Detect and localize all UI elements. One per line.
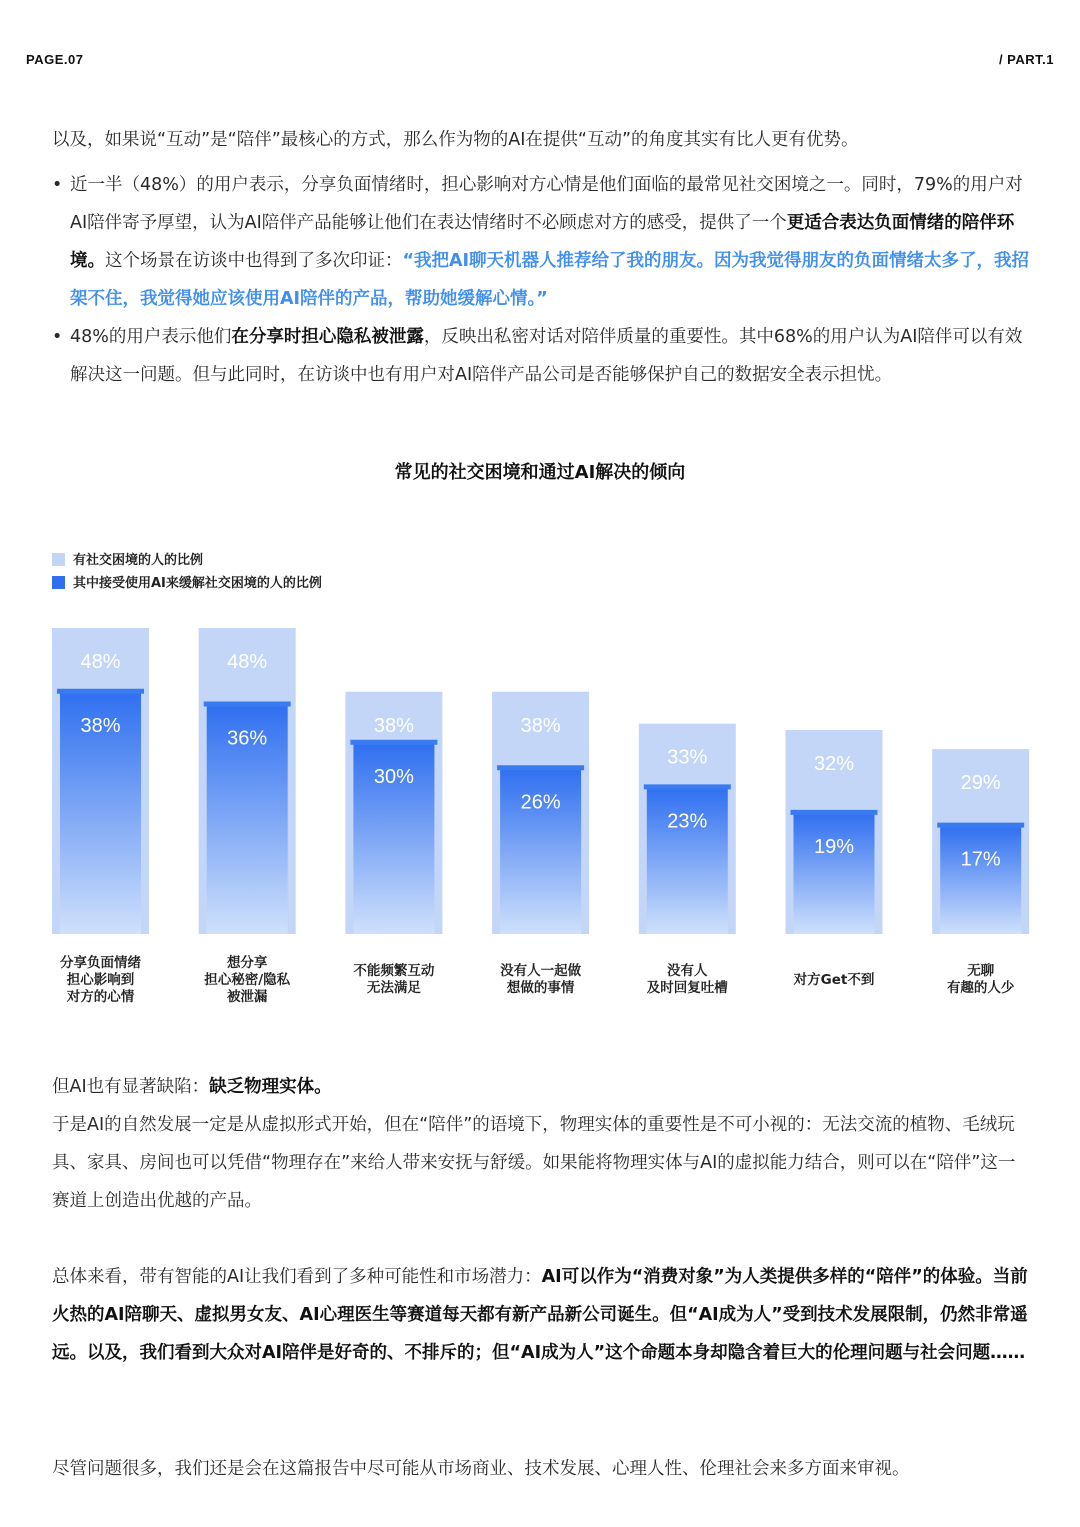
- bar-cap: [644, 784, 731, 789]
- data-label-outer: 29%: [960, 772, 1001, 795]
- data-label-outer: 48%: [227, 651, 268, 673]
- bullet-bold-text: 在分享时担心隐私被泄露: [231, 327, 424, 347]
- bar-inner: [794, 813, 875, 934]
- category-label: 没有人一起做 想做的事情: [500, 963, 582, 996]
- legend-item-inner: [52, 572, 322, 591]
- category-label: 分享负面情绪 担心影响到 对方的心情: [60, 954, 141, 1005]
- data-label-outer: 38%: [373, 714, 414, 737]
- legend-item-outer: [52, 549, 203, 568]
- closing-paragraph: 尽管问题很多，我们还是会在这篇报告中尽可能从市场商业、技术发展、心理人性、伦理社会来多方面来审视。: [52, 1459, 910, 1479]
- category-label: 无聊 有趣的人少: [946, 963, 1015, 996]
- summary-paragraph: [52, 1258, 1032, 1372]
- bar-inner: [647, 787, 728, 934]
- data-label-inner: 23%: [667, 810, 708, 833]
- bar-cap: [350, 740, 437, 745]
- data-label-inner: 30%: [373, 765, 414, 788]
- interview-quote: “我把AI聊天机器人推荐给了我的朋友。因为我觉得朋友的负面情绪太多了，我招架不住，我觉得她应该使用AI陪伴的产品，帮助她缓解心情。”: [70, 251, 1030, 309]
- data-label-outer: 33%: [667, 746, 708, 769]
- legend-swatch-dark: [52, 576, 65, 589]
- category-label: 想分享 担心秘密/隐私 被泄漏: [204, 954, 291, 1005]
- summary-plain: 总体来看，带有智能的AI让我们看到了多种可能性和市场潜力：: [52, 1267, 542, 1287]
- category-label: 没有人 及时回复吐槽: [646, 963, 728, 996]
- defect-lead: 但AI也有显著缺陷：: [52, 1077, 210, 1097]
- bullet-item-privacy: [52, 318, 1032, 394]
- bar-cap: [497, 765, 584, 770]
- data-label-outer: 38%: [520, 714, 561, 737]
- data-label-inner: 19%: [813, 835, 855, 858]
- bullet-text: 近一半（48%）的用户表示，分享负面情绪时，担心影响对方心情是他们面临的最常见社交困境之一。同时，79%的用户对AI陪伴寄予厚望，认为AI陪伴产品能够让他们在表达情绪时不必顾虑对方的感受，提供了一个: [70, 175, 1023, 233]
- part-label: / PART.1: [998, 52, 1054, 67]
- physical-entity-paragraph: 于是AI的自然发展一定是从虚拟形式开始，但在“陪伴”的语境下，物理实体的重要性是不可小视的：无法交流的植物、毛绒玩具、家具、房间也可以凭借“物理存在”来给人带来安抚与舒缓。如果能将物理实体与AI的虚拟能力结合，则可以在“陪伴”这一赛道上创造出优越的产品。: [52, 1115, 1016, 1211]
- legend-swatch-light: [52, 553, 65, 566]
- data-label-inner: 38%: [80, 714, 121, 737]
- data-label-inner: 26%: [520, 791, 561, 814]
- defect-paragraph: [52, 1068, 1032, 1106]
- category-label: 对方Get不到: [793, 971, 875, 988]
- intro-paragraph: 以及，如果说“互动”是“陪伴”最核心的方式，那么作为物的AI在提供“互动”的角度其实有比人更有优势。: [52, 130, 859, 150]
- bullet-dot: •: [52, 175, 63, 195]
- data-label-inner: 17%: [960, 848, 1001, 871]
- bar-inner: [940, 826, 1021, 934]
- defect-bold: 缺乏物理实体。: [209, 1077, 332, 1097]
- bullet-text: 这个场景在访谈中也得到了多次印证：: [105, 251, 403, 271]
- chart-title: 常见的社交困境和通过AI解决的倾向: [394, 462, 686, 483]
- bar-cap: [937, 823, 1024, 828]
- bullet-text: 48%的用户表示他们: [70, 327, 232, 347]
- bullet-dot: •: [52, 327, 63, 347]
- summary-bold: AI可以作为“消费对象”为人类提供多样的“陪伴”的体验。当前火热的AI陪聊天、虚拟男女友、AI心理医生等赛道每天都有新产品新公司诞生。但“AI成为人”受到技术发展限制，仍然非常遥远。以及，我们看到大众对AI陪伴是好奇的、不排斥的；但“AI成为人”这个命题本身却隐含着巨大的伦理问题与社会问题……: [52, 1267, 1028, 1363]
- bar-cap: [791, 810, 878, 815]
- legend-label: 其中接受使用AI来缓解社交困境的人的比例: [73, 576, 322, 591]
- data-label-outer: 32%: [813, 753, 855, 775]
- category-label: 不能频繁互动 无法满足: [353, 963, 435, 996]
- data-label-inner: 36%: [227, 727, 268, 750]
- bar-cap: [204, 702, 291, 707]
- bullet-item-negative-emotion: [52, 166, 1032, 318]
- bullet-text: ，反映出私密对话对陪伴质量的重要性。其中68%的用户认为AI陪伴可以有效解决这一问题。但与此同时，在访谈中也有用户对AI陪伴产品公司是否能够保护自己的数据安全表示担忧。: [70, 327, 1023, 385]
- legend-label: 有社交困境的人的比例: [73, 553, 204, 568]
- page-number: PAGE.07: [26, 52, 84, 67]
- bullet-bold-text: 更适合表达负面情绪的陪伴环境。: [70, 213, 1015, 271]
- bar-cap: [57, 689, 144, 694]
- data-label-outer: 48%: [80, 651, 121, 673]
